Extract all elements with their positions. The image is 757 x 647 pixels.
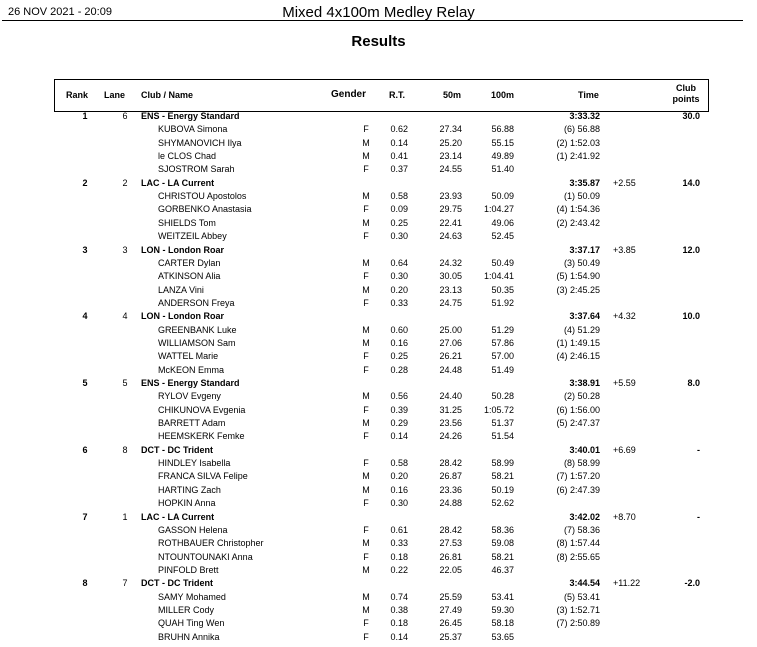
swimmer-reaction-time: 0.37 [390, 164, 408, 175]
swimmer-split-100m: 59.08 [491, 538, 514, 549]
swimmer-split-100m: 52.62 [491, 498, 514, 509]
swimmer-split-100m: 1:04.27 [483, 204, 514, 215]
swimmer-cumulative: (2) 50.28 [563, 391, 600, 402]
team-time-diff: +11.22 [613, 578, 641, 589]
swimmer-gender: M [362, 538, 370, 549]
swimmer-split-50m: 24.26 [439, 431, 462, 442]
swimmer-split-50m: 26.45 [439, 618, 462, 629]
swimmer-cumulative: (4) 51.29 [563, 324, 600, 335]
swimmer-gender: F [363, 431, 369, 442]
swimmer-reaction-time: 0.62 [390, 124, 408, 135]
swimmer-cumulative: (2) 1:52.03 [556, 137, 600, 148]
swimmer-split-100m: 57.00 [491, 351, 514, 362]
swimmer-split-50m: 26.21 [439, 351, 462, 362]
swimmer-name: KUBOVA Simona [158, 124, 228, 135]
swimmer-reaction-time: 0.38 [390, 605, 408, 615]
swimmer-gender: F [363, 124, 369, 135]
report-date: 26 NOV 2021 - 20:09 [8, 6, 112, 18]
swimmer-reaction-time: 0.22 [390, 564, 408, 575]
team-points: - [697, 511, 700, 522]
swimmer-gender: M [362, 605, 370, 615]
swimmer-gender: M [362, 591, 370, 602]
swimmer-cumulative: (7) 1:57.20 [556, 471, 600, 482]
swimmer-gender: M [362, 217, 370, 228]
team-club: LAC - LA Current [141, 177, 215, 188]
swimmer-gender: M [362, 564, 370, 575]
swimmer-cumulative: (3) 50.49 [563, 257, 600, 268]
team-lane: 1 [122, 511, 128, 522]
swimmer-cumulative: (8) 2:55.65 [556, 551, 600, 562]
swimmer-cumulative: (2) 2:43.42 [556, 217, 600, 228]
team-time: 3:38.91 [569, 378, 600, 388]
swimmer-reaction-time: 0.18 [390, 551, 408, 562]
swimmer-cumulative: (1) 50.09 [563, 191, 600, 202]
col-rank: Rank [66, 90, 89, 100]
swimmer-split-50m: 25.37 [439, 631, 462, 642]
swimmer-split-100m: 50.35 [491, 284, 514, 295]
swimmer-cumulative: (3) 1:52.71 [556, 605, 600, 615]
swimmer-split-50m: 31.25 [439, 404, 462, 415]
swimmer-name: MILLER Cody [158, 605, 215, 615]
swimmer-split-100m: 1:05.72 [483, 404, 514, 415]
swimmer-split-50m: 28.42 [439, 524, 462, 535]
swimmer-split-100m: 51.54 [491, 431, 514, 442]
swimmer-split-100m: 51.92 [491, 297, 514, 308]
col-time: Time [578, 90, 599, 100]
swimmer-split-100m: 50.19 [491, 484, 514, 495]
swimmer-reaction-time: 0.30 [390, 231, 408, 242]
team-lane: 6 [122, 111, 128, 121]
team-points: 12.0 [682, 244, 700, 255]
swimmer-reaction-time: 0.20 [390, 471, 408, 482]
swimmer-cumulative: (4) 2:46.15 [556, 351, 600, 362]
swimmer-split-100m: 53.41 [491, 591, 514, 602]
swimmer-reaction-time: 0.30 [390, 271, 408, 282]
swimmer-reaction-time: 0.25 [390, 351, 408, 362]
swimmer-split-100m: 56.88 [491, 124, 514, 135]
swimmer-reaction-time: 0.33 [390, 538, 408, 549]
team-club: LON - London Roar [141, 311, 224, 322]
swimmer-reaction-time: 0.64 [390, 257, 408, 268]
swimmer-name: GASSON Helena [158, 524, 228, 535]
swimmer-reaction-time: 0.58 [390, 458, 408, 469]
swimmer-name: HINDLEY Isabella [158, 458, 231, 469]
swimmer-gender: M [362, 484, 370, 495]
team-time-diff: +2.55 [613, 177, 636, 188]
swimmer-name: PINFOLD Brett [158, 564, 219, 575]
swimmer-reaction-time: 0.25 [390, 217, 408, 228]
team-rank: 5 [82, 378, 88, 388]
team-points: 10.0 [682, 311, 700, 322]
swimmer-split-100m: 58.99 [491, 458, 514, 469]
swimmer-name: WATTEL Marie [158, 351, 219, 362]
team-rank: 2 [82, 177, 88, 188]
swimmer-split-100m: 1:04.41 [483, 271, 514, 282]
swimmer-reaction-time: 0.56 [390, 391, 408, 402]
swimmer-gender: M [362, 257, 370, 268]
swimmer-split-50m: 30.05 [439, 271, 462, 282]
team-lane: 2 [122, 177, 128, 188]
swimmer-reaction-time: 0.20 [390, 284, 408, 295]
swimmer-gender: F [363, 164, 369, 175]
swimmer-split-100m: 51.37 [491, 418, 514, 429]
swimmer-reaction-time: 0.14 [390, 631, 408, 642]
swimmer-name: GREENBANK Luke [158, 324, 237, 335]
swimmer-cumulative: (1) 1:49.15 [556, 337, 600, 348]
page-subtitle: Results [351, 33, 406, 50]
swimmer-split-50m: 23.56 [439, 418, 462, 429]
team-points: 30.0 [682, 111, 700, 121]
swimmer-reaction-time: 0.33 [390, 297, 408, 308]
swimmer-name: SAMY Mohamed [158, 591, 226, 602]
swimmer-name: RYLOV Evgeny [158, 391, 221, 402]
swimmer-name: FRANCA SILVA Felipe [158, 471, 248, 482]
swimmer-split-100m: 58.18 [491, 618, 514, 629]
team-time-diff: +6.69 [613, 444, 636, 455]
swimmer-cumulative: (7) 58.36 [563, 524, 600, 535]
swimmer-gender: M [362, 337, 370, 348]
team-time: 3:37.64 [569, 311, 600, 322]
swimmer-reaction-time: 0.09 [390, 204, 408, 215]
swimmer-split-50m: 27.53 [439, 538, 462, 549]
team-time: 3:40.01 [569, 444, 600, 455]
swimmer-gender: F [363, 204, 369, 215]
swimmer-name: SHIELDS Tom [158, 217, 216, 228]
swimmer-split-50m: 24.32 [439, 257, 462, 268]
team-time: 3:37.17 [569, 244, 600, 255]
team-lane: 4 [122, 311, 128, 322]
col-reaction-time: R.T. [389, 90, 406, 100]
swimmer-split-100m: 50.09 [491, 191, 514, 202]
team-rank: 3 [82, 244, 88, 255]
swimmer-reaction-time: 0.74 [390, 591, 408, 602]
team-lane: 3 [122, 244, 128, 255]
swimmer-split-50m: 23.14 [439, 151, 462, 162]
swimmer-split-50m: 28.42 [439, 458, 462, 469]
swimmer-cumulative: (1) 2:41.92 [556, 151, 600, 162]
swimmer-split-100m: 58.36 [491, 524, 514, 535]
swimmer-gender: M [362, 151, 370, 162]
swimmer-split-50m: 24.75 [439, 297, 462, 308]
swimmer-split-50m: 24.63 [439, 231, 462, 242]
swimmer-cumulative: (7) 2:50.89 [556, 618, 600, 629]
swimmer-reaction-time: 0.16 [390, 337, 408, 348]
swimmer-gender: F [363, 618, 369, 629]
swimmer-split-50m: 26.81 [439, 551, 462, 562]
swimmer-reaction-time: 0.14 [390, 431, 408, 442]
team-club: ENS - Energy Standard [141, 378, 240, 388]
swimmer-split-100m: 52.45 [491, 231, 514, 242]
team-time-diff: +3.85 [613, 244, 636, 255]
swimmer-reaction-time: 0.28 [390, 364, 408, 375]
team-time: 3:44.54 [569, 578, 600, 589]
swimmer-name: QUAH Ting Wen [158, 618, 225, 629]
swimmer-gender: M [362, 137, 370, 148]
swimmer-gender: F [363, 498, 369, 509]
team-club: DCT - DC Trident [141, 578, 213, 589]
swimmer-split-50m: 22.41 [439, 217, 462, 228]
swimmer-split-100m: 50.49 [491, 257, 514, 268]
swimmer-gender: M [362, 471, 370, 482]
swimmer-name: HARTING Zach [158, 484, 221, 495]
team-rank: 7 [82, 511, 88, 522]
swimmer-gender: F [363, 458, 369, 469]
team-rank: 8 [82, 578, 88, 589]
swimmer-split-50m: 24.40 [439, 391, 462, 402]
team-club: DCT - DC Trident [141, 444, 213, 455]
swimmer-name: CHRISTOU Apostolos [158, 191, 247, 202]
swimmer-split-100m: 58.21 [491, 551, 514, 562]
col-50m: 50m [443, 90, 462, 100]
swimmer-gender: F [363, 271, 369, 282]
swimmer-gender: M [362, 191, 370, 202]
swimmer-gender: M [362, 418, 370, 429]
swimmer-split-100m: 50.28 [491, 391, 514, 402]
swimmer-reaction-time: 0.14 [390, 137, 408, 148]
swimmer-gender: M [362, 284, 370, 295]
event-title: Mixed 4x100m Medley Relay [282, 4, 475, 21]
swimmer-gender: F [363, 364, 369, 375]
swimmer-gender: F [363, 631, 369, 642]
swimmer-split-50m: 24.55 [439, 164, 462, 175]
team-time: 3:42.02 [569, 511, 600, 522]
swimmer-reaction-time: 0.41 [390, 151, 408, 162]
swimmer-cumulative: (8) 58.99 [563, 458, 600, 469]
team-time: 3:35.87 [569, 177, 600, 188]
swimmer-name: CARTER Dylan [158, 257, 221, 268]
swimmer-name: HOPKIN Anna [158, 498, 216, 509]
swimmer-cumulative: (5) 2:47.37 [556, 418, 600, 429]
swimmer-split-50m: 23.36 [439, 484, 462, 495]
team-time-diff: +8.70 [613, 511, 636, 522]
swimmer-name: BRUHN Annika [158, 631, 220, 642]
team-rank: 6 [82, 444, 88, 455]
swimmer-reaction-time: 0.18 [390, 618, 408, 629]
team-lane: 7 [122, 578, 128, 589]
team-lane: 8 [122, 444, 128, 455]
swimmer-gender: M [362, 324, 370, 335]
swimmer-cumulative: (3) 2:45.25 [556, 284, 600, 295]
swimmer-split-50m: 25.59 [439, 591, 462, 602]
swimmer-name: SHYMANOVICH Ilya [158, 137, 242, 148]
team-club: LON - London Roar [141, 244, 224, 255]
swimmer-reaction-time: 0.61 [390, 524, 408, 535]
swimmer-split-50m: 25.20 [439, 137, 462, 148]
col-club-name: Club / Name [141, 90, 194, 100]
swimmer-gender: F [363, 404, 369, 415]
col-points-line2: points [672, 94, 700, 104]
swimmer-name: le CLOS Chad [158, 151, 217, 162]
swimmer-split-100m: 58.21 [491, 471, 514, 482]
swimmer-split-100m: 49.89 [491, 151, 514, 162]
swimmer-cumulative: (6) 2:47.39 [556, 484, 600, 495]
swimmer-name: CHIKUNOVA Evgenia [158, 404, 246, 415]
swimmer-cumulative: (4) 1:54.36 [556, 204, 600, 215]
swimmer-reaction-time: 0.58 [390, 191, 408, 202]
swimmer-split-100m: 51.49 [491, 364, 514, 375]
team-points: 8.0 [687, 378, 700, 388]
team-club: LAC - LA Current [141, 511, 215, 522]
team-time: 3:33.32 [569, 111, 600, 121]
swimmer-split-50m: 29.75 [439, 204, 462, 215]
col-100m: 100m [491, 90, 515, 100]
swimmer-reaction-time: 0.16 [390, 484, 408, 495]
swimmer-gender: F [363, 524, 369, 535]
swimmer-cumulative: (5) 1:54.90 [556, 271, 600, 282]
swimmer-name: NTOUNTOUNAKI Anna [158, 551, 253, 562]
team-rank: 1 [82, 111, 88, 121]
team-rank: 4 [82, 311, 88, 322]
team-points: -2.0 [684, 578, 700, 589]
swimmer-split-100m: 51.29 [491, 324, 514, 335]
swimmer-cumulative: (6) 56.88 [563, 124, 600, 135]
swimmer-gender: M [362, 391, 370, 402]
swimmer-gender: F [363, 231, 369, 242]
swimmer-reaction-time: 0.29 [390, 418, 408, 429]
swimmer-split-50m: 26.87 [439, 471, 462, 482]
swimmer-split-100m: 57.86 [491, 337, 514, 348]
team-club: ENS - Energy Standard [141, 111, 240, 121]
swimmer-reaction-time: 0.39 [390, 404, 408, 415]
header-divider [2, 20, 743, 21]
swimmer-split-100m: 51.40 [491, 164, 514, 175]
swimmer-name: ROTHBAUER Christopher [158, 538, 264, 549]
swimmer-name: HEEMSKERK Femke [158, 431, 245, 442]
team-time-diff: +5.59 [613, 378, 636, 388]
swimmer-split-50m: 23.93 [439, 191, 462, 202]
swimmer-split-100m: 46.37 [491, 564, 514, 575]
swimmer-split-100m: 53.65 [491, 631, 514, 642]
swimmer-cumulative: (5) 53.41 [563, 591, 600, 602]
col-gender: Gender [331, 89, 367, 100]
team-time-diff: +4.32 [613, 311, 636, 322]
swimmer-cumulative: (6) 1:56.00 [556, 404, 600, 415]
swimmer-name: WEITZEIL Abbey [158, 231, 227, 242]
swimmer-split-50m: 24.88 [439, 498, 462, 509]
swimmer-split-100m: 49.06 [491, 217, 514, 228]
swimmer-name: BARRETT Adam [158, 418, 226, 429]
col-lane: Lane [104, 90, 126, 100]
swimmer-name: SJOSTROM Sarah [158, 164, 235, 175]
swimmer-name: ATKINSON Alia [158, 271, 221, 282]
swimmer-split-50m: 22.05 [439, 564, 462, 575]
team-points: 14.0 [682, 177, 700, 188]
swimmer-gender: F [363, 351, 369, 362]
swimmer-gender: F [363, 297, 369, 308]
swimmer-name: ANDERSON Freya [158, 297, 235, 308]
swimmer-reaction-time: 0.60 [390, 324, 408, 335]
team-points: - [697, 444, 700, 455]
swimmer-name: LANZA Vini [158, 284, 204, 295]
swimmer-split-50m: 25.00 [439, 324, 462, 335]
swimmer-name: WILLIAMSON Sam [158, 337, 236, 348]
swimmer-name: GORBENKO Anastasia [158, 204, 252, 215]
swimmer-name: McKEON Emma [158, 364, 225, 375]
swimmer-split-50m: 27.49 [439, 605, 462, 615]
swimmer-split-100m: 59.30 [491, 605, 514, 615]
col-points-line1: Club [676, 83, 696, 93]
team-lane: 5 [122, 378, 128, 388]
swimmer-gender: F [363, 551, 369, 562]
swimmer-split-100m: 55.15 [491, 137, 514, 148]
swimmer-cumulative: (8) 1:57.44 [556, 538, 600, 549]
swimmer-split-50m: 24.48 [439, 364, 462, 375]
swimmer-split-50m: 27.06 [439, 337, 462, 348]
swimmer-reaction-time: 0.30 [390, 498, 408, 509]
swimmer-split-50m: 23.13 [439, 284, 462, 295]
swimmer-split-50m: 27.34 [439, 124, 462, 135]
